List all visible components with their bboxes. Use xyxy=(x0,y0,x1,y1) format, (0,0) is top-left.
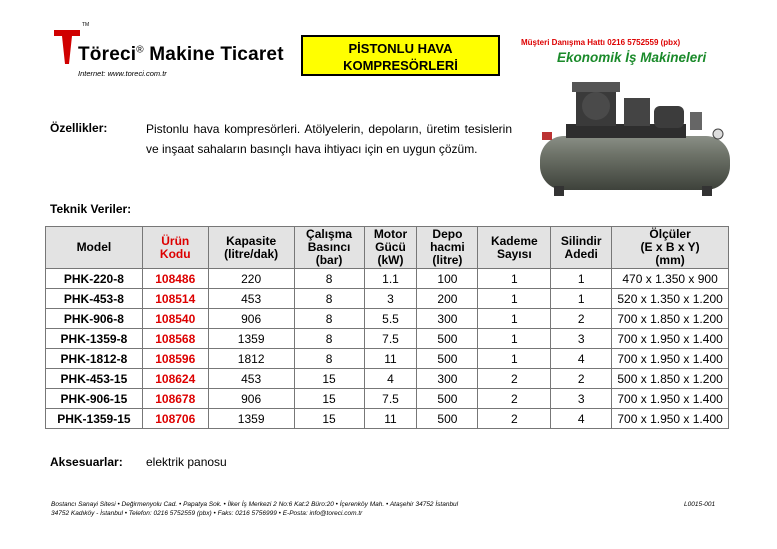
cell-capacity: 220 xyxy=(208,269,294,289)
cell-stages: 2 xyxy=(478,369,551,389)
cell-code: 108568 xyxy=(142,329,208,349)
footer-address: Bostancı Sanayi Sitesi • Değirmenyolu Cad. • Papatya Sok. • İlker İş Merkezi 2 No:6 Kat:2 Büro:20 • İçerenköy Mah. • Ataşehir 34752 İstanbul xyxy=(51,501,459,508)
features-text: Pistonlu hava kompresörleri. Atölyelerin, depoların, üretim tesislerin ve inşaat sahaların basınçlı hava ihtiyacı için en uygun çözüm. xyxy=(146,122,512,156)
cell-model: PHK-220-8 xyxy=(46,269,143,289)
cell-motor: 11 xyxy=(364,409,417,429)
cell-pressure: 8 xyxy=(294,289,364,309)
cell-capacity: 453 xyxy=(208,369,294,389)
cell-cylinders: 2 xyxy=(551,369,612,389)
cell-model: PHK-453-15 xyxy=(46,369,143,389)
cell-dims: 700 x 1.950 x 1.400 xyxy=(612,329,729,349)
compressor-image xyxy=(536,76,736,198)
cell-model: PHK-1359-8 xyxy=(46,329,143,349)
cell-capacity: 1359 xyxy=(208,329,294,349)
cell-cylinders: 4 xyxy=(551,349,612,369)
cell-capacity: 906 xyxy=(208,309,294,329)
header-motor: Motor Gücü (kW) xyxy=(364,227,417,269)
cell-motor: 1.1 xyxy=(364,269,417,289)
cell-pressure: 8 xyxy=(294,309,364,329)
table-row xyxy=(46,329,729,349)
cell-capacity: 453 xyxy=(208,289,294,309)
cell-capacity: 906 xyxy=(208,389,294,409)
page-title: PİSTONLU HAVA KOMPRESÖRLERİ xyxy=(301,35,500,76)
cell-cylinders: 1 xyxy=(551,269,612,289)
technical-data-label: Teknik Veriler: xyxy=(50,202,132,216)
table-row xyxy=(46,289,729,309)
header-stages: Kademe Sayısı xyxy=(478,227,551,269)
table-header-row xyxy=(46,227,729,269)
cell-cylinders: 4 xyxy=(551,409,612,429)
cell-motor: 7.5 xyxy=(364,389,417,409)
cell-tank: 300 xyxy=(417,309,478,329)
cell-dims: 700 x 1.950 x 1.400 xyxy=(612,349,729,369)
cell-capacity: 1812 xyxy=(208,349,294,369)
spec-table xyxy=(45,226,729,429)
cell-pressure: 15 xyxy=(294,409,364,429)
cell-pressure: 8 xyxy=(294,269,364,289)
cell-model: PHK-453-8 xyxy=(46,289,143,309)
header-cylinders: Silindir Adedi xyxy=(551,227,612,269)
brand-name: Töreci® Makine Ticaret xyxy=(78,44,284,65)
cell-motor: 7.5 xyxy=(364,329,417,349)
slogan: Ekonomik İş Makineleri xyxy=(557,50,707,65)
header-dimensions: Ölçüler (E x B x Y) (mm) xyxy=(612,227,729,269)
cell-stages: 1 xyxy=(478,349,551,369)
cell-model: PHK-906-8 xyxy=(46,309,143,329)
cell-code: 108706 xyxy=(142,409,208,429)
cell-capacity: 1359 xyxy=(208,409,294,429)
table-row xyxy=(46,309,729,329)
cell-code: 108624 xyxy=(142,369,208,389)
cell-pressure: 8 xyxy=(294,349,364,369)
cell-dims: 500 x 1.850 x 1.200 xyxy=(612,369,729,389)
cell-code: 108596 xyxy=(142,349,208,369)
cell-model: PHK-1359-15 xyxy=(46,409,143,429)
cell-cylinders: 1 xyxy=(551,289,612,309)
cell-stages: 1 xyxy=(478,289,551,309)
cell-tank: 500 xyxy=(417,389,478,409)
footer-contact: 34752 Kadıköy - İstanbul • Telefon: 0216 5752559 (pbx) • Faks: 0216 5756999 • E-Posta: info@toreci.com.tr xyxy=(51,510,363,517)
website-text: Internet: www.toreci.com.tr xyxy=(78,69,167,78)
header-code: Ürün Kodu xyxy=(142,227,208,269)
cell-code: 108678 xyxy=(142,389,208,409)
accessories-text: elektrik panosu xyxy=(146,455,227,469)
cell-code: 108540 xyxy=(142,309,208,329)
cell-cylinders: 2 xyxy=(551,309,612,329)
cell-dims: 700 x 1.950 x 1.400 xyxy=(612,409,729,429)
cell-stages: 1 xyxy=(478,309,551,329)
trademark-mark: TM xyxy=(82,22,90,28)
table-row xyxy=(46,369,729,389)
cell-dims: 700 x 1.850 x 1.200 xyxy=(612,309,729,329)
cell-motor: 5.5 xyxy=(364,309,417,329)
cell-pressure: 15 xyxy=(294,389,364,409)
customer-hotline: Müşteri Danışma Hattı 0216 5752559 (pbx) xyxy=(521,38,681,47)
cell-motor: 11 xyxy=(364,349,417,369)
header-model: Model xyxy=(46,227,143,269)
cell-tank: 500 xyxy=(417,329,478,349)
cell-dims: 700 x 1.950 x 1.400 xyxy=(612,389,729,409)
cell-cylinders: 3 xyxy=(551,389,612,409)
cell-code: 108486 xyxy=(142,269,208,289)
cell-pressure: 8 xyxy=(294,329,364,349)
toreci-logo-icon xyxy=(54,30,80,64)
cell-model: PHK-1812-8 xyxy=(46,349,143,369)
header-capacity: Kapasite (litre/dak) xyxy=(208,227,294,269)
cell-stages: 1 xyxy=(478,269,551,289)
cell-dims: 470 x 1.350 x 900 xyxy=(612,269,729,289)
table-row xyxy=(46,389,729,409)
cell-tank: 500 xyxy=(417,409,478,429)
cell-tank: 300 xyxy=(417,369,478,389)
cell-model: PHK-906-15 xyxy=(46,389,143,409)
accessories-label: Aksesuarlar: xyxy=(50,455,123,469)
header-pressure: Çalışma Basıncı (bar) xyxy=(294,227,364,269)
cell-cylinders: 3 xyxy=(551,329,612,349)
document-number: L0015-001 xyxy=(684,501,716,508)
cell-pressure: 15 xyxy=(294,369,364,389)
cell-stages: 1 xyxy=(478,329,551,349)
cell-motor: 3 xyxy=(364,289,417,309)
cell-tank: 100 xyxy=(417,269,478,289)
table-row xyxy=(46,409,729,429)
features-label: Özellikler: xyxy=(50,121,108,135)
table-row xyxy=(46,349,729,369)
table-row xyxy=(46,269,729,289)
cell-tank: 200 xyxy=(417,289,478,309)
cell-stages: 2 xyxy=(478,389,551,409)
cell-tank: 500 xyxy=(417,349,478,369)
cell-code: 108514 xyxy=(142,289,208,309)
cell-stages: 2 xyxy=(478,409,551,429)
cell-dims: 520 x 1.350 x 1.200 xyxy=(612,289,729,309)
cell-motor: 4 xyxy=(364,369,417,389)
header-tank: Depo hacmi (litre) xyxy=(417,227,478,269)
